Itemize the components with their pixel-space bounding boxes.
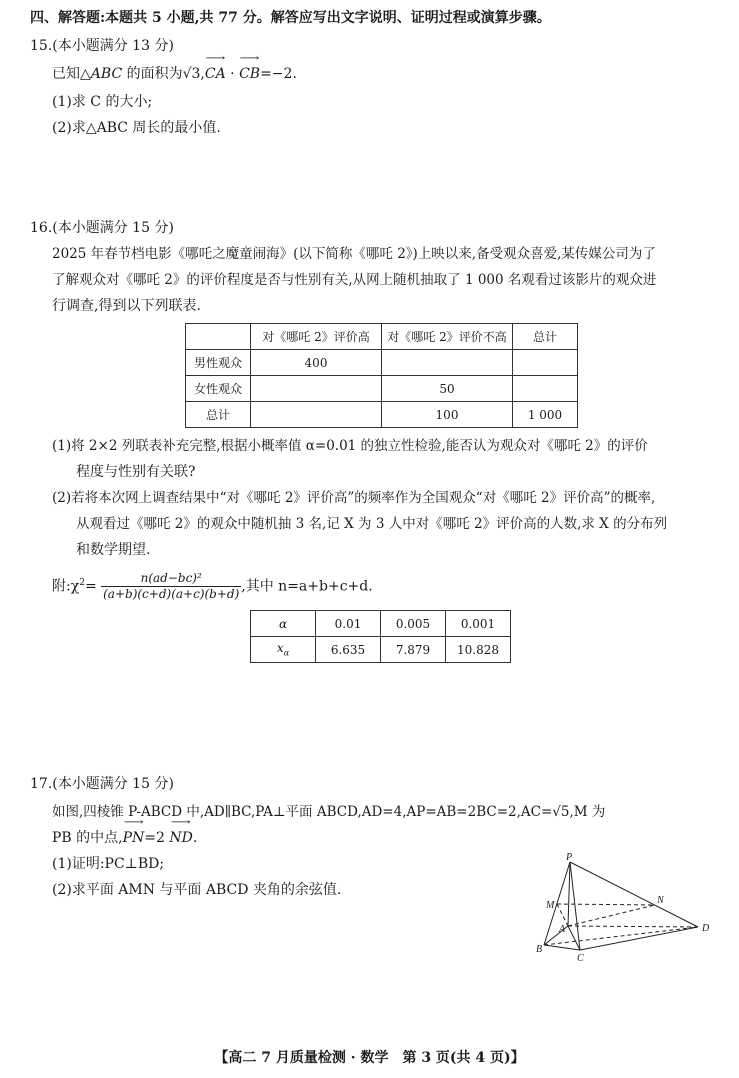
q15-stem-c: =−2. — [260, 66, 297, 82]
q16-part1-line2: 程度与性别有关联? — [76, 464, 196, 480]
table-cell: 0.001 — [446, 611, 511, 637]
segment-mn — [557, 904, 655, 905]
q15-stem-dot: · — [225, 66, 240, 82]
table-cell — [251, 376, 382, 402]
label-b: B — [536, 944, 543, 955]
q16-part2-line2: 从观看过《哪吒 2》的观众中随机抽 3 名,记 X 为 3 人中对《哪吒 2》评价高的人数,求 X 的分布列 — [76, 516, 668, 532]
contingency-header-row — [186, 324, 578, 350]
formula-equals: = — [84, 578, 97, 595]
page-footer: 【高二 7 月质量检测 · 数学 第 3 页(共 4 页)】 — [214, 1050, 525, 1066]
section-heading: 四、解答题:本题共 5 小题,共 77 分。解答应写出文字说明、证明过程或演算步骤。 — [30, 10, 551, 26]
segment-am — [557, 904, 568, 926]
q15-stem-b: 的面积为√3, — [122, 66, 205, 82]
q17-line1: 如图,四棱锥 P-ABCD 中,AD∥BC,PA⊥平面 ABCD,AD=4,AP=AB=2BC=2,AC=√5,M 为 — [52, 804, 606, 820]
table-cell: 50 — [382, 376, 513, 402]
table-cell — [382, 350, 513, 376]
q15-part1: (1)求 C 的大小; — [52, 94, 153, 110]
q15-stem-a: 已知△ — [52, 66, 91, 82]
formula-prefix: 附:χ — [52, 578, 80, 595]
edge-ad — [568, 926, 698, 927]
table-cell — [251, 637, 316, 663]
table-row — [186, 350, 578, 376]
formula-numerator: n(ad−bc)² — [140, 571, 202, 586]
table-cell: 总计 — [186, 402, 251, 428]
table-header-cell: 对《哪吒 2》评价不高 — [382, 324, 513, 350]
label-a: A — [559, 924, 566, 935]
q15-stem — [52, 64, 297, 84]
q17-vector-pn: ⟶ PN — [123, 828, 145, 848]
x-alpha-subscript: α — [283, 648, 290, 658]
table-cell: 女性观众 — [186, 376, 251, 402]
formula-denominator: (a+b)(c+d)(a+c)(b+d) — [103, 587, 240, 602]
edge-pd — [570, 862, 698, 927]
edge-bc — [544, 945, 580, 950]
table-row — [251, 637, 511, 663]
formula-suffix: ,其中 n=a+b+c+d. — [241, 578, 373, 595]
q15-vector-ca: ⟶ CA — [205, 64, 226, 84]
table-cell: α — [251, 611, 316, 637]
q16-part2-line1: (2)若将本次网上调查结果中“对《哪吒 2》评价高”的频率作为全国观众“对《哪吒 2》评价高”的概率, — [52, 490, 656, 506]
edge-cd — [580, 927, 698, 950]
edge-pc — [570, 862, 580, 950]
table-cell — [251, 402, 382, 428]
q17-line2-eq: =2 — [144, 830, 170, 846]
table-cell: 1 000 — [513, 402, 578, 428]
q17-line2-a: PB 的中点, — [52, 830, 123, 846]
label-p: P — [566, 852, 573, 863]
label-m: M — [546, 900, 555, 911]
q17-part1: (1)证明:PC⊥BD; — [52, 856, 165, 872]
q15-stem-abc: ABC — [90, 66, 123, 82]
q17-line2-end: . — [192, 830, 198, 846]
table-cell: 100 — [382, 402, 513, 428]
table-cell: 男性观众 — [186, 350, 251, 376]
table-cell: 10.828 — [446, 637, 511, 663]
label-c: C — [577, 953, 584, 964]
contingency-table — [185, 323, 578, 428]
table-cell — [513, 350, 578, 376]
table-header-cell: 对《哪吒 2》评价高 — [251, 324, 382, 350]
q16-part1-line1: (1)将 2×2 列联表补充完整,根据小概率值 α=0.01 的独立性检验,能否认为观众对《哪吒 2》的评价 — [52, 438, 648, 454]
q16-para-line1: 2025 年春节档电影《哪吒之魔童闹海》(以下简称《哪吒 2》)上映以来,备受观众喜爱,某传媒公司为了 — [52, 246, 656, 262]
table-cell: 0.01 — [316, 611, 381, 637]
label-n: N — [657, 895, 664, 906]
q15-part2: (2)求△ABC 周长的最小值. — [52, 120, 221, 136]
segment-an — [568, 905, 655, 926]
q15-header: 15.(本小题满分 13 分) — [30, 38, 174, 54]
table-cell: 0.005 — [381, 611, 446, 637]
table-row — [186, 402, 578, 428]
x-alpha-label: x — [276, 641, 284, 656]
chi-square-formula — [52, 568, 373, 602]
q15-vector-cb: ⟶ CB — [239, 64, 260, 84]
q16-para-line2: 了解观众对《哪吒 2》的评价程度是否与性别有关,从网上随机抽取了 1 000 名观看过该影片的观众进 — [52, 272, 657, 288]
table-cell: 7.879 — [381, 637, 446, 663]
pyramid-figure — [530, 850, 720, 965]
table-row — [251, 611, 511, 637]
q17-vector-nd: ⟶ ND — [169, 828, 192, 848]
table-row — [186, 376, 578, 402]
label-d: D — [702, 923, 710, 934]
table-cell: 400 — [251, 350, 382, 376]
edge-pa — [568, 862, 570, 926]
q17-part2: (2)求平面 AMN 与平面 ABCD 夹角的余弦值. — [52, 882, 342, 898]
table-cell: 6.635 — [316, 637, 381, 663]
q16-header: 16.(本小题满分 15 分) — [30, 220, 174, 236]
q17-header: 17.(本小题满分 15 分) — [30, 776, 174, 792]
table-header-cell — [186, 324, 251, 350]
formula-square: 2 — [79, 578, 85, 588]
table-cell — [513, 376, 578, 402]
q16-part2-line3: 和数学期望. — [76, 542, 151, 558]
table-header-cell: 总计 — [513, 324, 578, 350]
q17-line2 — [52, 828, 197, 848]
q16-para-line3: 行调查,得到以下列联表. — [52, 298, 201, 314]
critical-value-table — [250, 610, 511, 663]
formula-fraction — [101, 571, 241, 602]
